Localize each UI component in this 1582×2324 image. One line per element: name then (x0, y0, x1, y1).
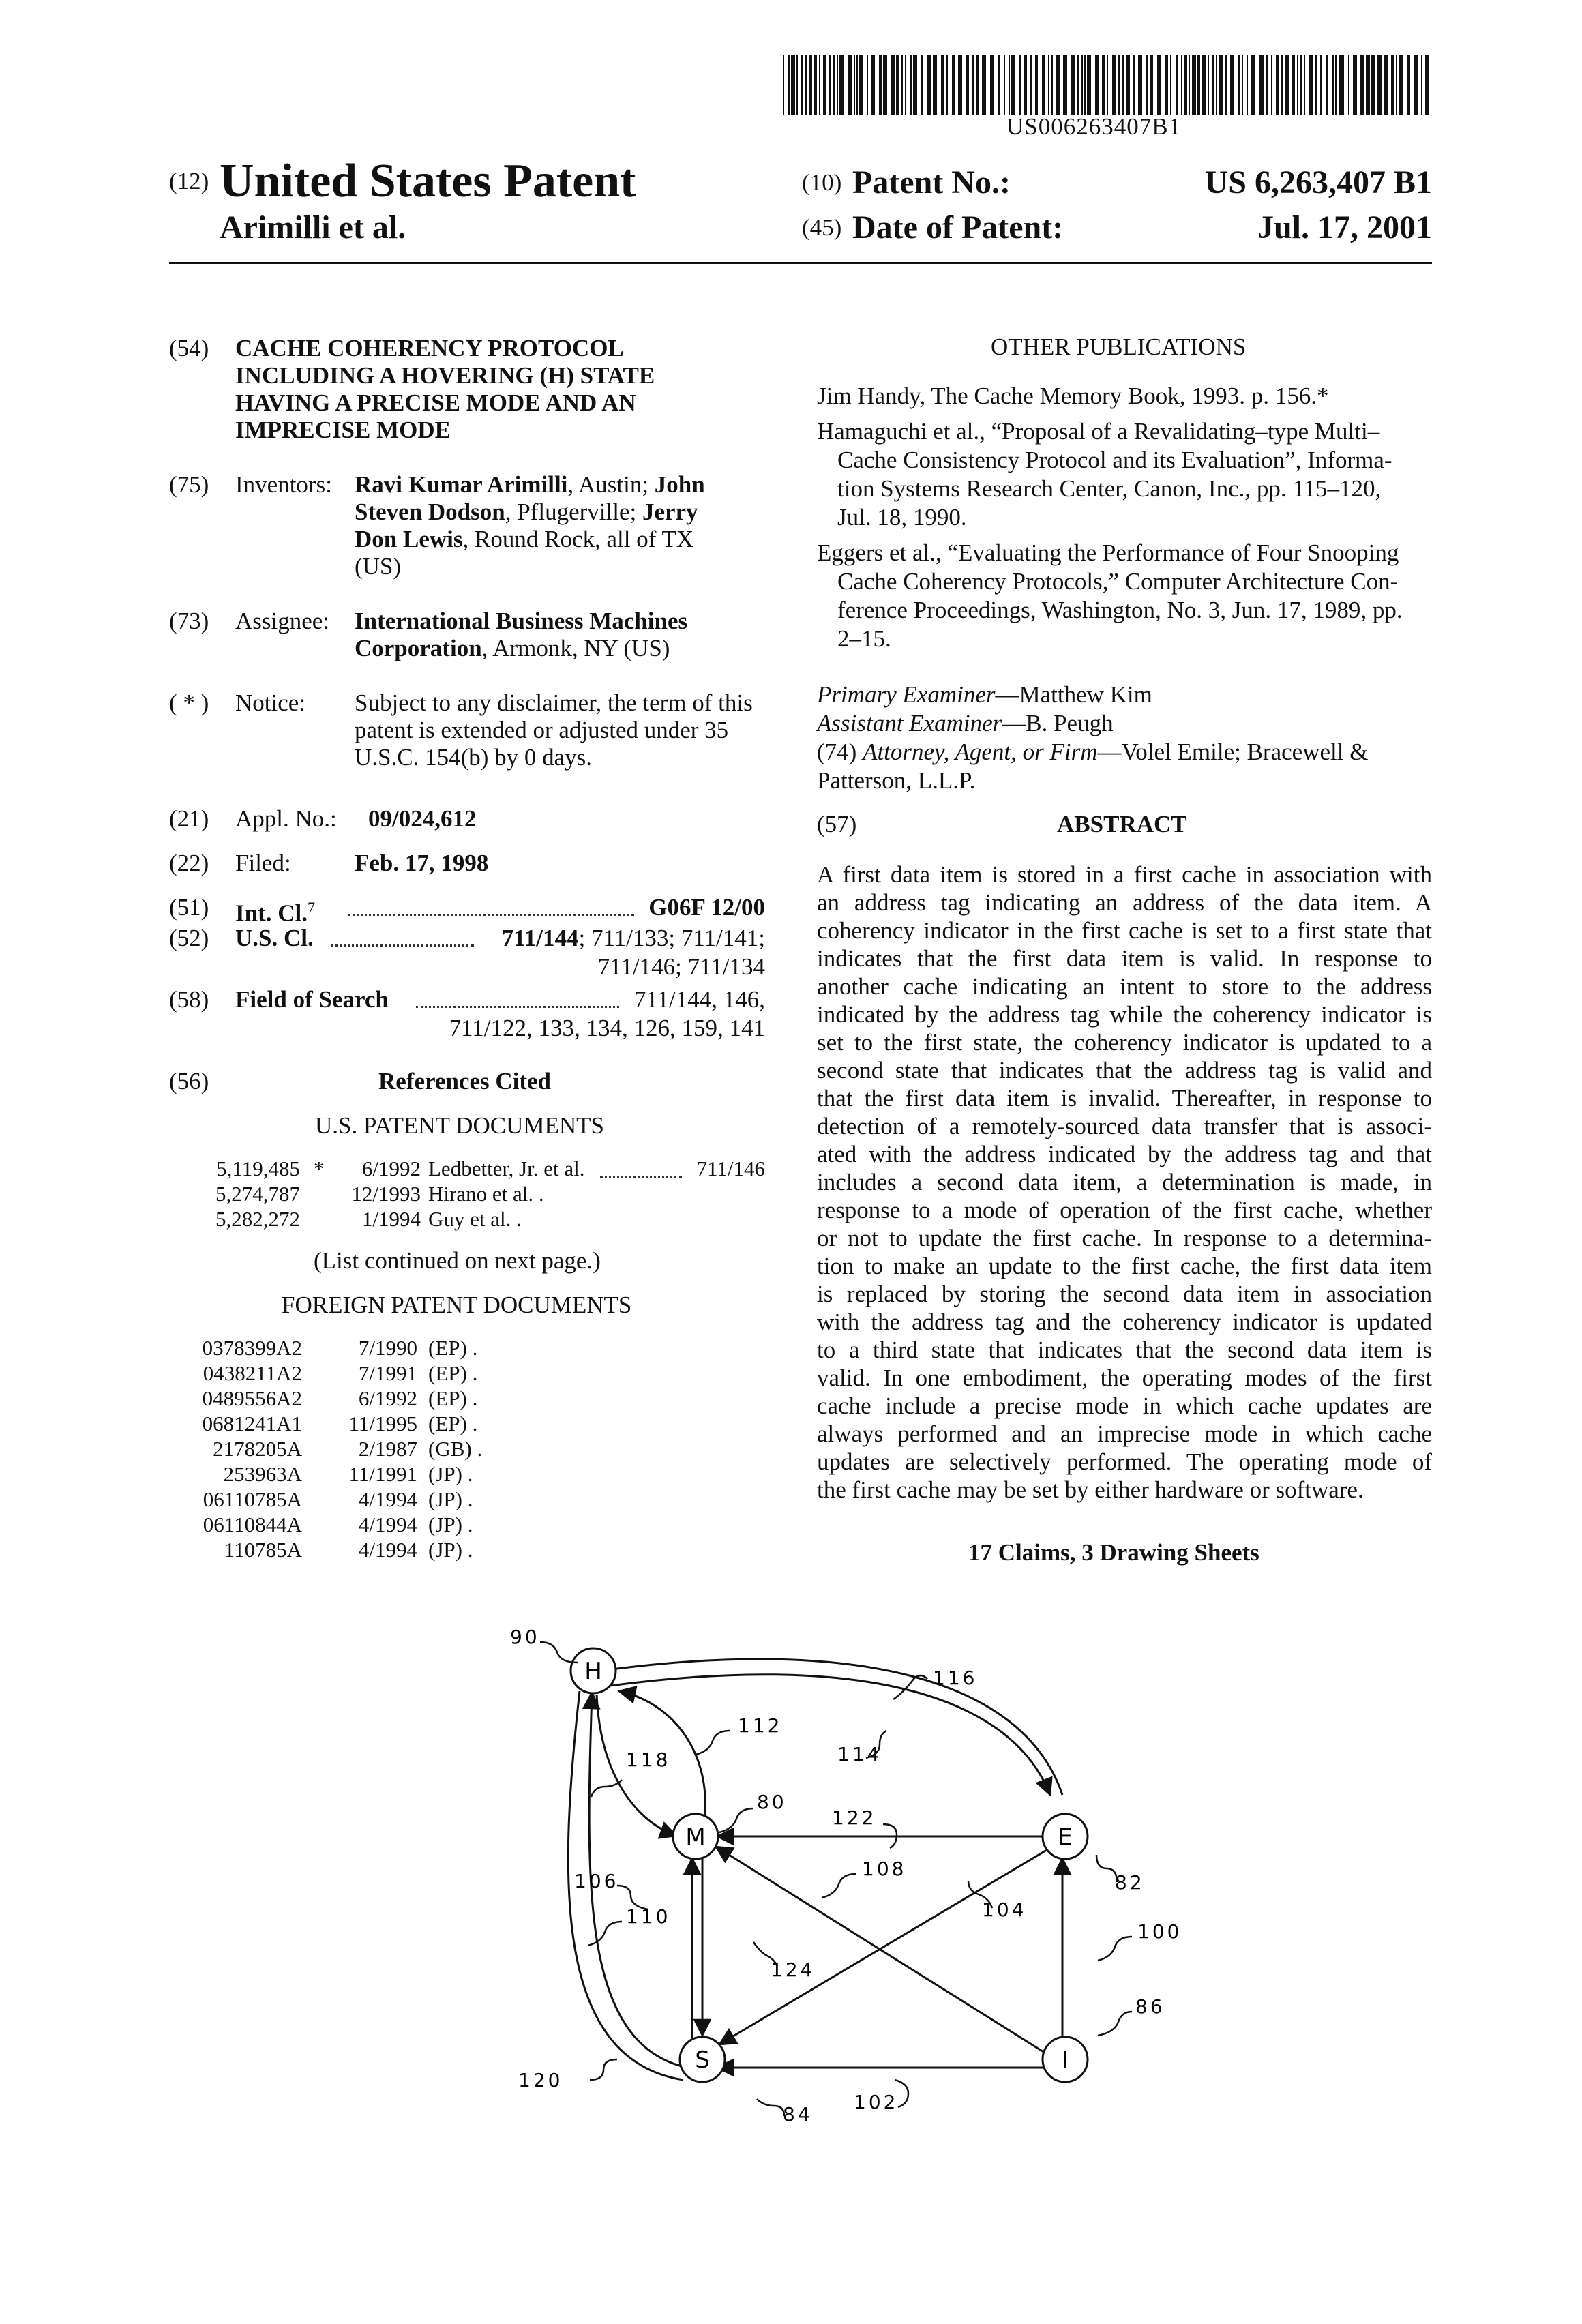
abstract-line: an address tag indicating an address of the data item. A (817, 889, 1432, 916)
barcode-bar (1212, 55, 1214, 115)
barcode-bar (1230, 55, 1234, 115)
ref-102: 102 (854, 2091, 899, 2113)
node-label-i: I (1061, 2046, 1069, 2074)
barcode-bar (823, 55, 826, 115)
abstract-line: ated with the address indicated by the address tag and that (817, 1141, 1432, 1167)
barcode-bar (927, 55, 931, 115)
foreign-doc-number: 110785A (224, 1538, 302, 1562)
barcode-bar (1335, 55, 1337, 115)
assignee-code: (73) (169, 608, 209, 634)
leader-dots (331, 944, 474, 947)
state-node-s (680, 2037, 725, 2082)
foreign-doc-country: (JP) . (428, 1487, 473, 1511)
abstract-line: A first data item is stored in a first cache in association with (817, 861, 1432, 888)
barcode-bar (1225, 55, 1227, 115)
barcode-bar (1122, 55, 1124, 115)
barcode-bar (1242, 55, 1243, 115)
barcode-bar (1216, 55, 1217, 115)
barcode-bar (976, 55, 979, 115)
barcode-bar (854, 55, 855, 115)
appl-number: 09/024,612 (368, 805, 477, 832)
barcode-bar (1176, 55, 1178, 115)
publication-line: ference Proceedings, Washington, No. 3, Jun. 17, 1989, pp. (837, 597, 1403, 623)
barcode-bar (805, 55, 807, 115)
abstract-heading: ABSTRACT (1057, 811, 1187, 837)
barcode-bar (1138, 55, 1142, 115)
us-doc-date: 6/1992 (361, 1157, 421, 1180)
foreign-doc-number: 0681241A1 (202, 1412, 302, 1435)
ref-122: 122 (832, 1806, 877, 1829)
foreign-doc-number: 2178205A (213, 1437, 302, 1461)
ref-84: 84 (783, 2103, 813, 2126)
barcode-bar (1063, 55, 1067, 115)
barcode-bar (913, 55, 917, 115)
barcode-bar (883, 55, 887, 115)
inventors-line: Ravi Kumar Arimilli, Austin; John (355, 471, 705, 498)
barcode-bar (1077, 55, 1079, 115)
barcode-bar (1377, 55, 1382, 115)
barcode-bar (1271, 55, 1272, 115)
node-label-s: S (695, 2046, 710, 2074)
node-label-h: H (584, 1658, 602, 1685)
barcode-bar (946, 55, 948, 115)
barcode-bar (958, 55, 962, 115)
barcode-bar (1030, 55, 1032, 115)
publication-line: Jim Handy, The Cache Memory Book, 1993. p. 156.* (817, 383, 1329, 409)
barcode-bar (972, 55, 974, 115)
notice-line: Subject to any disclaimer, the term of this (355, 689, 753, 716)
abstract-line: coherency indicator in the first cache is set to a first state that (817, 917, 1432, 944)
barcode-bar (1304, 55, 1305, 115)
ref-118: 118 (626, 1748, 671, 1771)
barcode-bar (905, 55, 906, 115)
barcode-bar (1184, 55, 1187, 115)
barcode-bar (879, 55, 882, 115)
foreign-doc-date: 6/1992 (358, 1386, 417, 1410)
abstract-line: indicates that the first data item is valid. In response to (817, 945, 1432, 972)
barcode-bar (966, 55, 969, 115)
patent-no-label: Patent No.: (852, 164, 1011, 200)
foreign-doc-number: 0438211A2 (203, 1361, 302, 1385)
us-doc-name: Ledbetter, Jr. et al. (428, 1157, 585, 1180)
foreign-doc-date: 4/1994 (358, 1538, 417, 1562)
state-diagram (477, 1616, 1364, 2298)
publication-line: Jul. 18, 1990. (837, 504, 967, 531)
foreign-doc-country: (EP) . (428, 1336, 478, 1360)
abstract-line: another cache indicating an intent to store to the address (817, 973, 1432, 1000)
barcode-bar (1414, 55, 1418, 115)
filed-label: Filed: (235, 850, 291, 876)
foreign-doc-date: 2/1987 (358, 1437, 417, 1461)
abstract-line: includes a second data item, a determination is made, in (817, 1169, 1432, 1195)
barcode-bar (1170, 55, 1171, 115)
leader-dots (348, 914, 634, 916)
patent-number: US 6,263,407 B1 (1204, 164, 1432, 200)
ref-104: 104 (982, 1898, 1027, 1921)
barcode-bar (1202, 55, 1206, 115)
barcode-bar (819, 55, 820, 115)
date-label: Date of Patent: (852, 209, 1064, 245)
barcode-bar (1118, 55, 1120, 115)
us-doc-number: 5,274,787 (215, 1182, 300, 1206)
node-label-m: M (685, 1823, 706, 1851)
abstract-line: or not to update the first cache. In response to a determina- (817, 1225, 1432, 1251)
abstract-text (817, 861, 1432, 1504)
intcl-code: (51) (169, 894, 209, 921)
barcode-bar (1087, 55, 1091, 115)
barcode-bar (1339, 55, 1344, 115)
foreign-doc-date: 11/1991 (348, 1462, 417, 1486)
search-code: (58) (169, 986, 209, 1013)
abstract-line: cache include a precise mode in which cache updates are (817, 1392, 1432, 1419)
barcode-bar (952, 55, 955, 115)
barcode-bar (982, 55, 986, 115)
barcode-bar (921, 55, 923, 115)
foreign-doc-date: 11/1995 (348, 1412, 417, 1435)
barcode-bar (837, 55, 838, 115)
barcode-bar (1107, 55, 1108, 115)
barcode-bar (1300, 55, 1302, 115)
us-docs-heading: U.S. PATENT DOCUMENTS (315, 1112, 604, 1139)
barcode-bar (1165, 55, 1168, 115)
publication-line: Hamaguchi et al., “Proposal of a Revalidating–type Multi– (817, 418, 1380, 445)
barcode-bar (1384, 55, 1388, 115)
abstract-line: second state that indicates that the address tag is valid and (817, 1057, 1432, 1084)
barcode-bar (814, 55, 817, 115)
state-node-m (673, 1814, 718, 1859)
ref-80: 80 (757, 1791, 787, 1813)
ref-124: 124 (771, 1958, 816, 1981)
abstract-line: set to the first state, the coherency indicator is updated to a (817, 1029, 1432, 1056)
barcode-bar (791, 55, 795, 115)
inventors-line: Don Lewis, Round Rock, all of TX (355, 526, 694, 552)
abstract-line: is replaced by storing the second data item in association (817, 1281, 1432, 1307)
barcode-bar (1425, 55, 1429, 115)
state-node-h (571, 1648, 616, 1693)
transition-116-inner (610, 1675, 1050, 1795)
barcode-bar (1320, 55, 1322, 115)
list-continued: (List continued on next page.) (314, 1247, 601, 1274)
appl-code: (21) (169, 805, 209, 832)
inventors-short: Arimilli et al. (220, 209, 406, 245)
barcode-bar (1084, 55, 1086, 115)
barcode-bar (1189, 55, 1190, 115)
filed-code: (22) (169, 850, 209, 876)
us-doc-number: 5,282,272 (215, 1207, 300, 1231)
other-pubs-heading: OTHER PUBLICATIONS (991, 333, 1247, 360)
publication-line: 2–15. (837, 625, 891, 652)
leader-dots (600, 1176, 682, 1178)
foreign-doc-country: (JP) . (428, 1513, 473, 1536)
foreign-doc-country: (EP) . (428, 1386, 478, 1410)
barcode-bar (839, 55, 844, 115)
reference-leaders (540, 1642, 1132, 2116)
ref-90: 90 (510, 1626, 540, 1648)
barcode-bar (933, 55, 937, 115)
barcode-bar (1126, 55, 1130, 115)
ref-82: 82 (1115, 1871, 1145, 1894)
barcode-bar (871, 55, 875, 115)
state-node-i (1043, 2037, 1088, 2082)
barcode (783, 55, 1431, 115)
notice-line: patent is extended or adjusted under 35 (355, 717, 729, 743)
foreign-doc-number: 0489556A2 (202, 1386, 302, 1410)
foreign-doc-number: 0378399A2 (202, 1336, 302, 1360)
barcode-bar (856, 55, 858, 115)
foreign-doc-country: (EP) . (428, 1361, 478, 1385)
assignee-label: Assignee: (235, 608, 330, 634)
us-doc-name: Hirano et al. . (428, 1182, 544, 1206)
us-doc-class: 711/146 (696, 1157, 765, 1180)
barcode-bar (1281, 55, 1283, 115)
ref-86: 86 (1135, 1995, 1165, 2018)
barcode-bar (1421, 55, 1422, 115)
barcode-bar (1011, 55, 1015, 115)
barcode-bar (1371, 55, 1375, 115)
assistant-examiner: Assistant Examiner—B. Peugh (817, 710, 1114, 736)
barcode-bar (1297, 55, 1298, 115)
barcode-bar (1112, 55, 1116, 115)
foreign-doc-country: (JP) . (428, 1538, 473, 1562)
barcode-bar (867, 55, 868, 115)
abstract-line: with the address tag and the coherency indicator is updated (817, 1309, 1432, 1335)
abstract-line: tion to make an update to the first cache, the first data item (817, 1253, 1432, 1279)
barcode-bar (1292, 55, 1295, 115)
inventors-label: Inventors: (235, 471, 332, 498)
barcode-bar (848, 55, 852, 115)
barcode-bar (1208, 55, 1209, 115)
barcode-bar (1035, 55, 1038, 115)
barcode-bar (1071, 55, 1075, 115)
barcode-bar (1266, 55, 1268, 115)
abstract-line: detection of a remotely-sourced data transfer that is associ- (817, 1113, 1432, 1139)
barcode-bar (1081, 55, 1083, 115)
barcode-bar (1197, 55, 1200, 115)
barcode-number: US006263407B1 (1006, 113, 1182, 140)
state-node-e (1043, 1814, 1088, 1859)
abstract-line: that the first data item is invalid. Thereafter, in response to (817, 1085, 1432, 1112)
barcode-bar (1095, 55, 1099, 115)
barcode-bar (1348, 55, 1349, 115)
ref-110: 110 (626, 1905, 671, 1928)
barcode-bar (941, 55, 944, 115)
barcode-bar (1366, 55, 1370, 115)
barcode-bar (1102, 55, 1105, 115)
barcode-bar (1004, 55, 1005, 115)
barcode-bar (1309, 55, 1313, 115)
foreign-doc-country: (JP) . (428, 1462, 473, 1486)
ref-116: 116 (933, 1667, 978, 1689)
barcode-bar (1407, 55, 1410, 115)
uscl-label: U.S. Cl. (235, 925, 314, 951)
barcode-bar (801, 55, 803, 115)
uscl-value-line2: 711/146; 711/134 (597, 953, 765, 980)
foreign-docs-heading: FOREIGN PATENT DOCUMENTS (282, 1292, 632, 1318)
barcode-bar (1360, 55, 1364, 115)
inventors-line: (US) (355, 553, 402, 580)
foreign-doc-date: 4/1994 (358, 1513, 417, 1536)
document-type: United States Patent (220, 155, 636, 207)
foreign-doc-country: (GB) . (428, 1437, 483, 1461)
foreign-doc-number: 06110785A (203, 1487, 302, 1511)
barcode-bar (829, 55, 831, 115)
us-doc-date: 12/1993 (351, 1182, 421, 1206)
foreign-doc-date: 7/1990 (358, 1336, 417, 1360)
intcl-label: Int. Cl.$^7$ (235, 899, 315, 927)
barcode-bar (809, 55, 812, 115)
us-doc-number: 5,119,485 (216, 1157, 300, 1180)
barcode-bar (1219, 55, 1223, 115)
abstract-line: response to a mode of operation of the first cache, whether (817, 1197, 1432, 1223)
publication-line: Cache Coherency Protocols,” Computer Architecture Con- (837, 568, 1399, 595)
abstract-line: the first cache may be set by either hardware or software. (817, 1476, 1364, 1503)
barcode-bar (990, 55, 994, 115)
patent-date: Jul. 17, 2001 (1257, 209, 1432, 245)
foreign-doc-date: 4/1994 (358, 1487, 417, 1511)
barcode-bar (1048, 55, 1049, 115)
foreign-doc-number: 06110844A (203, 1513, 302, 1536)
primary-examiner: Primary Examiner—Matthew Kim (817, 681, 1152, 708)
ref-100: 100 (1137, 1920, 1182, 1943)
notice-line: U.S.C. 154(b) by 0 days. (355, 744, 593, 771)
filed-date: Feb. 17, 1998 (355, 850, 489, 876)
search-label: Field of Search (235, 986, 389, 1013)
assignee-line: Corporation, Armonk, NY (US) (355, 635, 670, 661)
barcode-bar (896, 55, 899, 115)
notice-code: ( * ) (169, 689, 209, 716)
barcode-bar (1276, 55, 1279, 115)
abstract-code: (57) (817, 811, 857, 837)
barcode-bar (901, 55, 903, 115)
barcode-bar (788, 55, 790, 115)
barcode-bar (1042, 55, 1045, 115)
leader-dots (416, 1006, 619, 1008)
title-line: CACHE COHERENCY PROTOCOL (235, 335, 624, 361)
publication-line: Eggers et al., “Evaluating the Performance of Four Snooping (817, 539, 1399, 566)
barcode-bar (1150, 55, 1153, 115)
barcode-bar (1133, 55, 1135, 115)
ref-112: 112 (738, 1714, 783, 1737)
barcode-bar (1259, 55, 1264, 115)
search-value-line2: 711/122, 133, 134, 126, 159, 141 (449, 1015, 765, 1041)
refs-code: (56) (169, 1068, 209, 1094)
barcode-bar (1157, 55, 1161, 115)
barcode-bar (1251, 55, 1255, 115)
publication-line: Cache Consistency Protocol and its Evaluation”, Informa- (837, 447, 1392, 473)
uscl-value: 711/144; 711/133; 711/141; (501, 925, 765, 951)
barcode-bar (910, 55, 912, 115)
barcode-bar (1238, 55, 1240, 115)
barcode-bar (833, 55, 835, 115)
refs-heading: References Cited (378, 1068, 551, 1094)
barcode-bar (1353, 55, 1357, 115)
code-12: (12) (169, 168, 209, 194)
code-10: (10) (802, 169, 842, 196)
notice-label: Notice: (235, 689, 306, 716)
foreign-doc-date: 7/1991 (358, 1361, 417, 1385)
barcode-bar (1019, 55, 1021, 115)
title-line: INCLUDING A HOVERING (H) STATE (235, 362, 655, 389)
barcode-bar (1391, 55, 1394, 115)
claims-summary: 17 Claims, 3 Drawing Sheets (968, 1539, 1259, 1566)
barcode-bar (1181, 55, 1182, 115)
barcode-bar (1024, 55, 1027, 115)
intcl-value: G06F 12/00 (648, 894, 765, 921)
barcode-bar (1396, 55, 1397, 115)
us-doc-date: 1/1994 (361, 1207, 421, 1231)
us-doc-name: Guy et al. . (428, 1207, 522, 1231)
foreign-doc-number: 253963A (223, 1462, 302, 1486)
barcode-bar (1051, 55, 1053, 115)
abstract-line: always performed and an imprecise mode in which cache (817, 1420, 1432, 1447)
ref-108: 108 (862, 1858, 907, 1880)
barcode-bar (1009, 55, 1010, 115)
inventors-code: (75) (169, 471, 209, 498)
foreign-doc-country: (EP) . (428, 1412, 478, 1435)
barcode-bar (1192, 55, 1196, 115)
inventors-line: Steven Dodson, Pflugerville; Jerry (355, 498, 698, 525)
search-value: 711/144, 146, (633, 986, 765, 1013)
barcode-bar (1146, 55, 1148, 115)
attorney: (74) Attorney, Agent, or Firm—Volel Emile; Bracewell & (817, 739, 1369, 765)
barcode-bar (1056, 55, 1060, 115)
publication-line: tion Systems Research Center, Canon, Inc., pp. 115–120, (837, 475, 1382, 502)
barcode-bar (1399, 55, 1403, 115)
abstract-line: valid. In one embodiment, the operating modes of the first (817, 1365, 1432, 1391)
appl-label: Appl. No.: (235, 805, 337, 832)
title-line: IMPRECISE MODE (235, 417, 451, 443)
barcode-bar (1315, 55, 1317, 115)
us-doc-star: * (314, 1157, 325, 1180)
barcode-bar (1285, 55, 1289, 115)
assignee-line: International Business Machines (355, 608, 688, 634)
barcode-bar (891, 55, 895, 115)
node-label-e: E (1058, 1823, 1073, 1851)
barcode-bar (1332, 55, 1334, 115)
title-line: HAVING A PRECISE MODE AND AN (235, 389, 636, 416)
barcode-bar (796, 55, 798, 115)
ref-106: 106 (574, 1870, 619, 1892)
barcode-bar (1326, 55, 1328, 115)
attorney-line2: Patterson, L.L.P. (817, 767, 976, 794)
ref-114: 114 (837, 1743, 882, 1766)
barcode-bar (998, 55, 1000, 115)
abstract-line: updates are selectively performed. The operating mode of (817, 1448, 1432, 1475)
header-rule (169, 262, 1432, 264)
title-code: (54) (169, 335, 209, 361)
barcode-bar (783, 55, 784, 115)
barcode-bar (1247, 55, 1248, 115)
abstract-line: indicated by the address tag while the coherency indicator is (817, 1001, 1432, 1028)
code-45: (45) (802, 214, 842, 241)
barcode-bar (859, 55, 863, 115)
ref-120: 120 (518, 2069, 563, 2091)
uscl-code: (52) (169, 925, 209, 951)
abstract-line: to a third state that indicates that the second data item is (817, 1337, 1432, 1363)
